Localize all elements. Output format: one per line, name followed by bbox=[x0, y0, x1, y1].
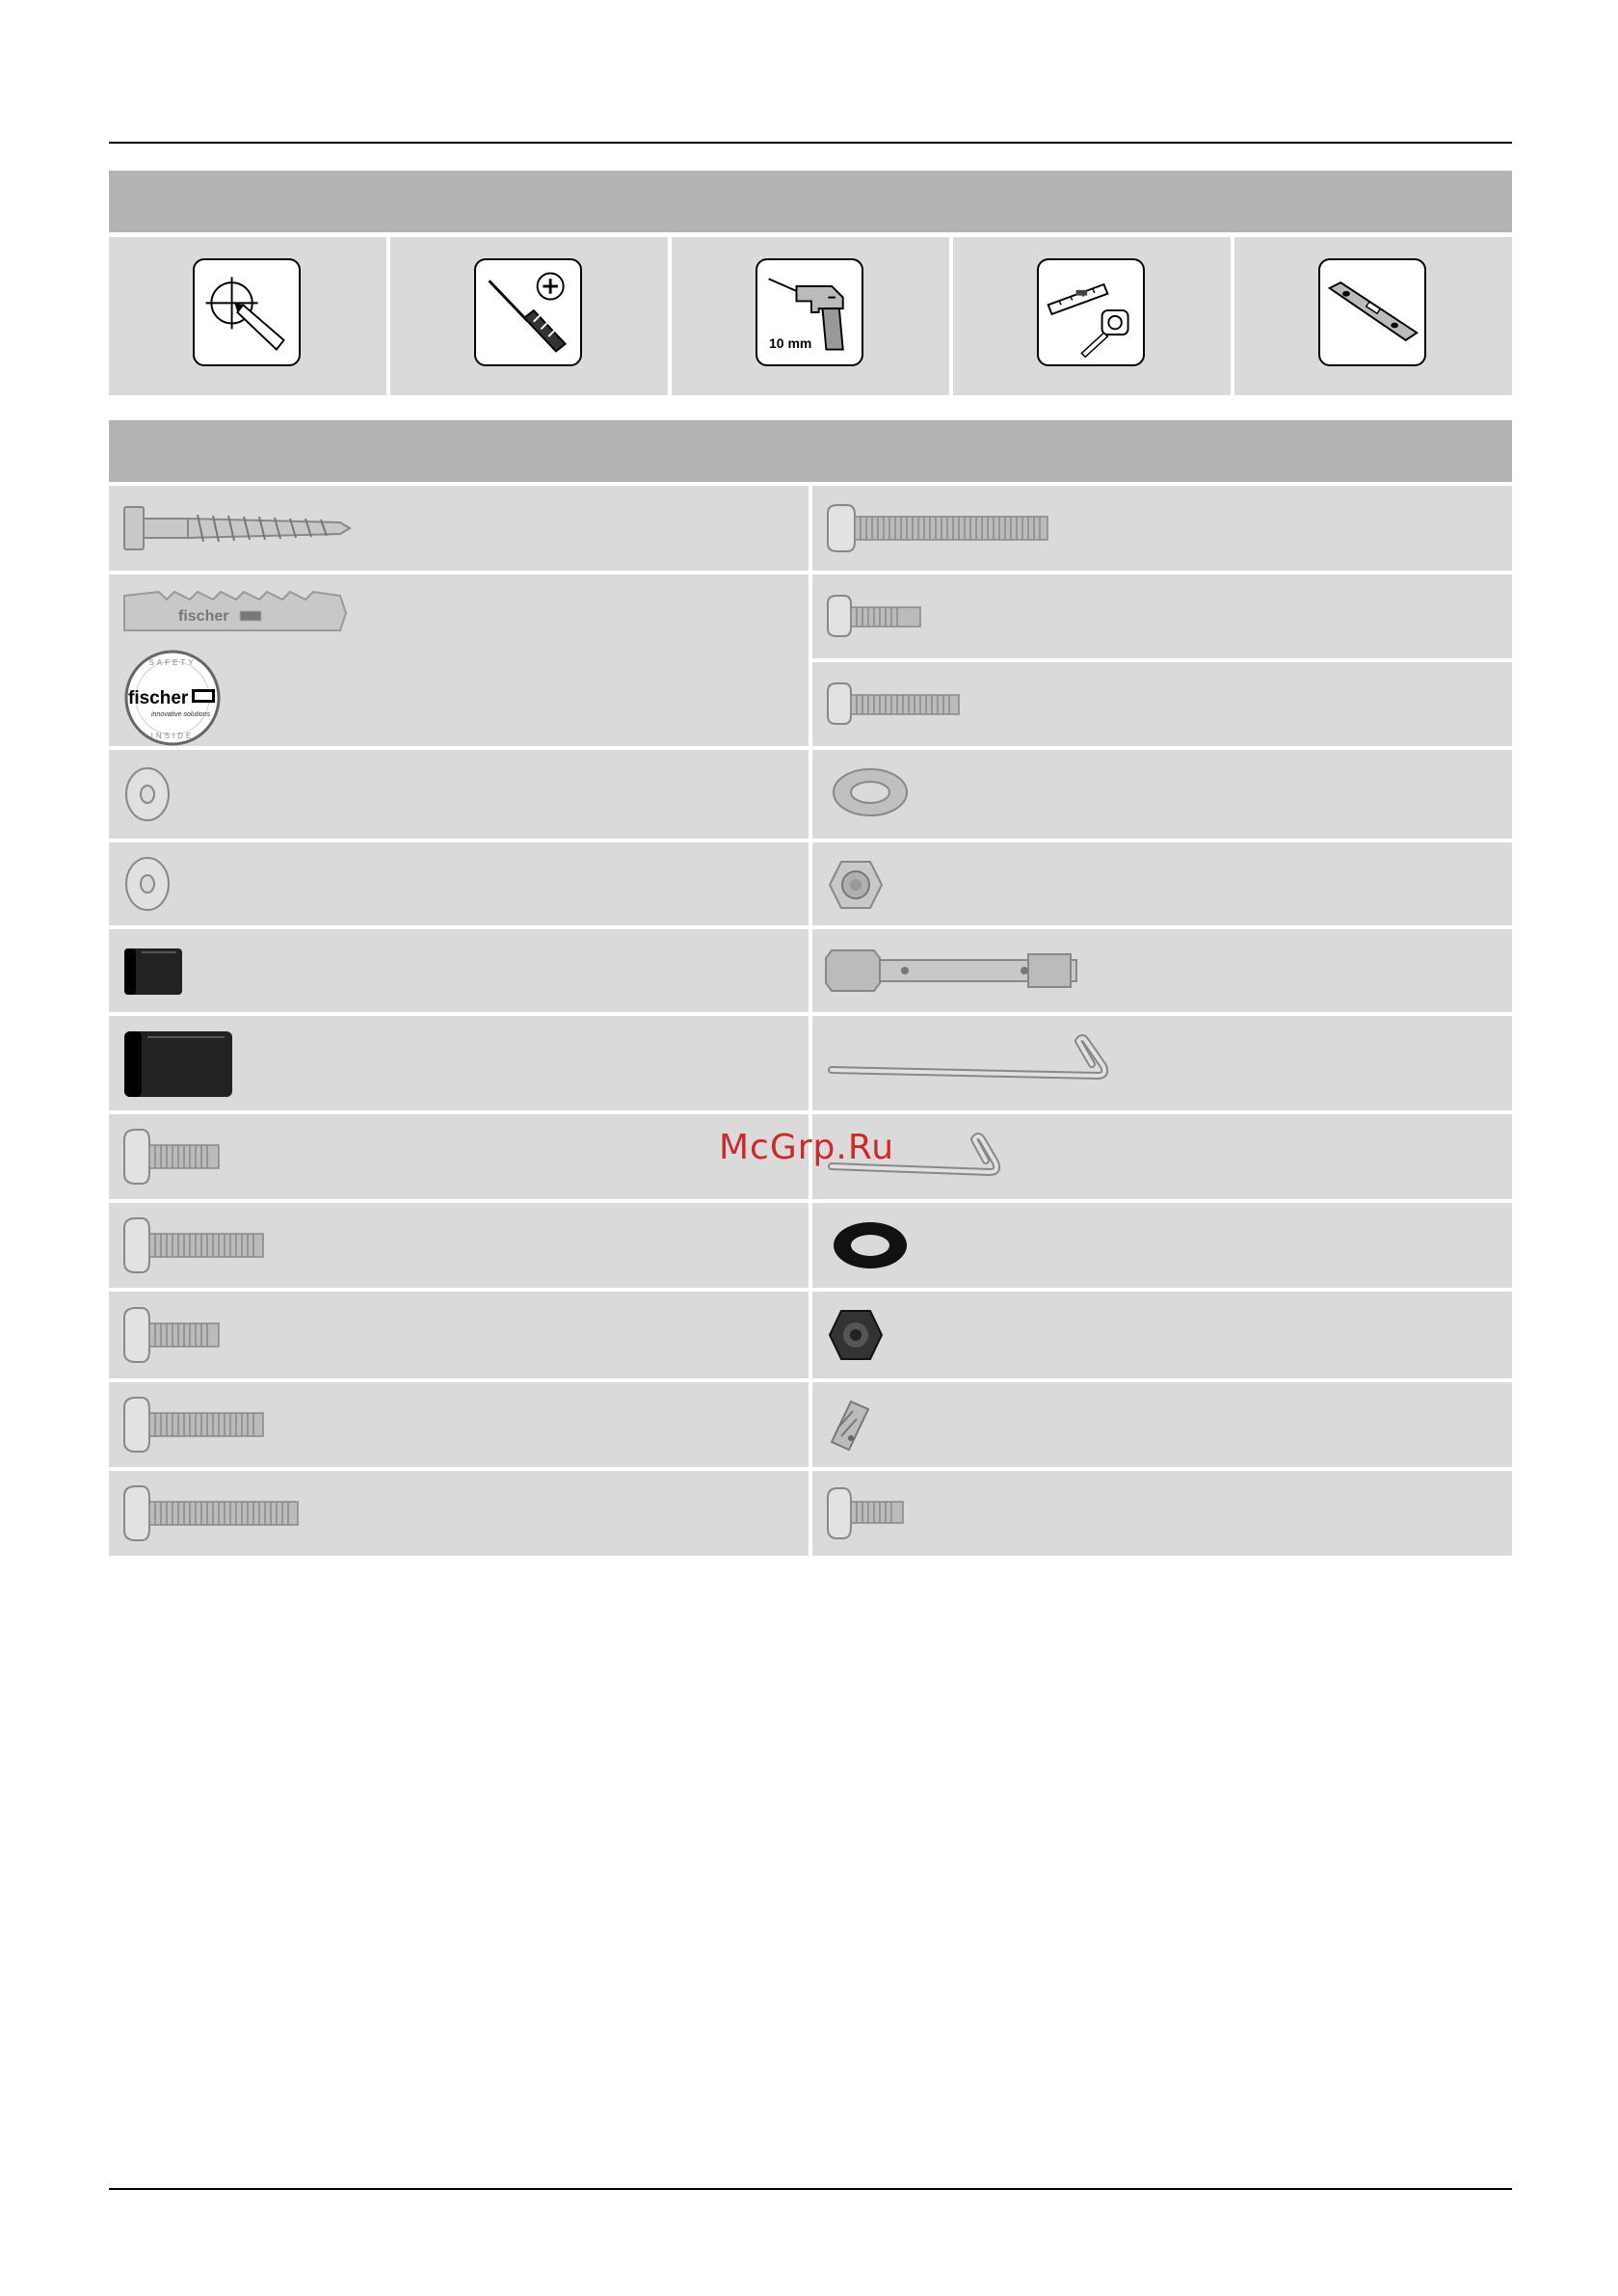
top-rule bbox=[109, 142, 1512, 144]
short-screw-icon bbox=[109, 1114, 809, 1199]
tools-row bbox=[109, 237, 1512, 395]
part-cell bbox=[109, 574, 809, 746]
small-washer-icon bbox=[109, 842, 809, 925]
safety-seal bbox=[126, 652, 219, 744]
part-cell bbox=[109, 1016, 809, 1110]
tool-cell-tape bbox=[953, 237, 1231, 395]
cable-clip-icon bbox=[812, 1382, 1512, 1467]
short-spacer-icon bbox=[109, 929, 809, 1012]
short-machine-screw-icon bbox=[812, 574, 1512, 658]
seal-top-text: SAFETY bbox=[148, 658, 197, 667]
short-screw-icon bbox=[109, 1292, 809, 1378]
small-washer-icon bbox=[109, 750, 809, 839]
part-cell bbox=[812, 842, 1512, 925]
medium-screw-icon bbox=[109, 1382, 809, 1467]
parts-row-8 bbox=[109, 1203, 1512, 1288]
parts-row-2 bbox=[109, 574, 1512, 746]
parts-row-9 bbox=[109, 1292, 1512, 1378]
parts-header-bar bbox=[109, 420, 1512, 482]
part-cell bbox=[812, 1471, 1512, 1556]
stub-screw-icon bbox=[812, 1471, 1512, 1556]
split-cell bbox=[812, 574, 1512, 746]
tools-header-bar bbox=[109, 171, 1512, 232]
part-cell bbox=[812, 929, 1512, 1012]
fischer-wall-plug-icon bbox=[109, 574, 809, 746]
part-cell bbox=[812, 1203, 1512, 1288]
part-cell bbox=[109, 842, 809, 925]
parts-row-1 bbox=[109, 486, 1512, 571]
tool-cell-drill bbox=[672, 237, 949, 395]
part-cell bbox=[812, 750, 1512, 839]
part-cell bbox=[109, 1203, 809, 1288]
short-hex-key-icon bbox=[812, 1114, 1512, 1199]
part-cell bbox=[109, 486, 809, 571]
seal-bottom-text: INSIDE bbox=[150, 732, 195, 740]
part-cell bbox=[812, 574, 1512, 658]
bottom-rule bbox=[109, 2188, 1512, 2190]
part-cell bbox=[109, 1114, 809, 1199]
part-cell bbox=[812, 486, 1512, 571]
seal-tagline: innovative solutions bbox=[151, 711, 211, 718]
part-cell bbox=[812, 1382, 1512, 1467]
lock-nut-icon bbox=[812, 842, 1512, 925]
tool-cell-pencil bbox=[109, 237, 386, 395]
part-cell bbox=[109, 1471, 809, 1556]
part-cell bbox=[812, 1114, 1512, 1199]
lag-screw-icon bbox=[109, 486, 809, 571]
medium-machine-screw-icon bbox=[812, 662, 1512, 746]
parts-row-4 bbox=[109, 842, 1512, 925]
part-cell bbox=[109, 929, 809, 1012]
marking-pencil-icon bbox=[193, 258, 301, 366]
black-nut-icon bbox=[812, 1292, 1512, 1378]
drill-icon bbox=[756, 258, 863, 366]
watermark: McGrp.Ru bbox=[719, 1128, 895, 1167]
flat-washer-icon bbox=[812, 750, 1512, 839]
phillips-screwdriver-icon bbox=[474, 258, 582, 366]
tool-cell-screwdriver bbox=[390, 237, 668, 395]
parts-row-6 bbox=[109, 1016, 1512, 1110]
long-spacer-icon bbox=[109, 1016, 809, 1110]
part-cell bbox=[109, 1292, 809, 1378]
parts-row-10 bbox=[109, 1382, 1512, 1467]
parts-row-5 bbox=[109, 929, 1512, 1012]
tube-wrench-icon bbox=[812, 929, 1512, 1012]
plug-brand: fischer bbox=[178, 608, 229, 625]
rubber-washer-icon bbox=[812, 1203, 1512, 1288]
seal-brand: fischer bbox=[128, 688, 189, 708]
long-hex-key-icon bbox=[812, 1016, 1512, 1110]
drill-size-label: 10 mm bbox=[769, 335, 812, 351]
parts-row-11 bbox=[109, 1471, 1512, 1556]
tape-measure-icon bbox=[1037, 258, 1145, 366]
part-cell bbox=[109, 750, 809, 839]
part-cell bbox=[812, 1292, 1512, 1378]
spirit-level-icon bbox=[1318, 258, 1426, 366]
part-cell bbox=[812, 662, 1512, 746]
parts-row-3 bbox=[109, 750, 1512, 839]
part-cell bbox=[109, 1382, 809, 1467]
medium-screw-icon bbox=[109, 1203, 809, 1288]
part-cell bbox=[812, 1016, 1512, 1110]
tool-cell-level bbox=[1234, 237, 1512, 395]
long-screw-icon bbox=[109, 1471, 809, 1556]
long-machine-screw-icon bbox=[812, 486, 1512, 571]
